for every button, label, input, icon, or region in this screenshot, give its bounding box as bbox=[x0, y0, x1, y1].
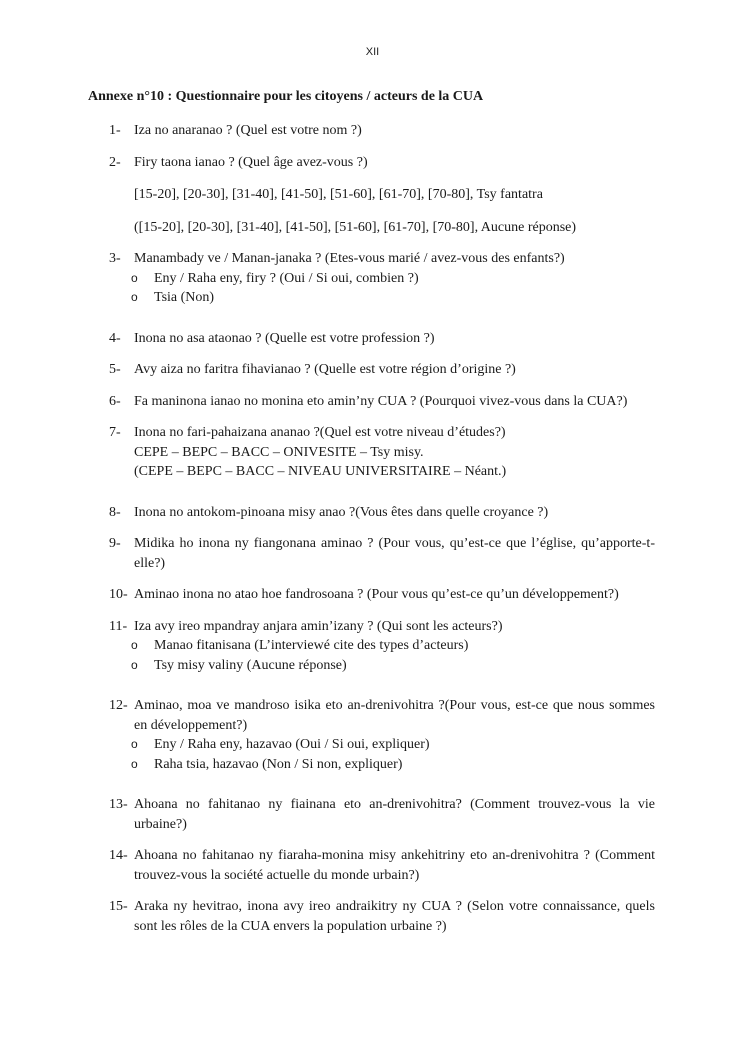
option-text: Tsy misy valiny (Aucune réponse) bbox=[154, 657, 347, 673]
question-4 bbox=[109, 329, 655, 349]
question-text: Avy aiza no faritra fihavianao ? (Quelle est votre région d’origine ?) bbox=[134, 362, 516, 377]
question-number: 5- bbox=[109, 362, 121, 377]
option-text: Manao fitanisana (L’interviewé cite des types d’acteurs) bbox=[154, 638, 469, 653]
question-number: 6- bbox=[109, 393, 121, 409]
question-number: 2- bbox=[109, 154, 121, 170]
question-text: Iza no anaranao ? (Quel est votre nom ?) bbox=[134, 123, 362, 138]
option-item bbox=[109, 656, 655, 676]
option-item bbox=[109, 755, 655, 775]
question-number: 1- bbox=[109, 123, 121, 138]
circle-bullet-icon: o bbox=[131, 657, 138, 672]
option-text: Eny / Raha eny, firy ? (Oui / Si oui, combien ?) bbox=[154, 270, 419, 286]
circle-bullet-icon: o bbox=[131, 756, 138, 771]
question-number: 4- bbox=[109, 330, 121, 346]
question-text: Aminao inona no atao hoe fandrosoana ? (Pour vous qu’est-ce qu’un développement?) bbox=[134, 587, 619, 602]
education-levels-malagasy: CEPE – BEPC – BACC – ONIVESITE – Tsy misy. bbox=[134, 444, 424, 460]
question-text: Inona no fari-pahaizana ananao ?(Quel est votre niveau d’études?) bbox=[134, 425, 506, 440]
options-list bbox=[109, 269, 655, 308]
option-item bbox=[109, 288, 655, 308]
option-item bbox=[109, 735, 655, 755]
question-text: Midika ho inona ny fiangonana aminao ? (Pour vous, qu’est-ce que l’église, qu’apporte-t-elle?) bbox=[134, 536, 655, 571]
circle-bullet-icon: o bbox=[131, 290, 138, 304]
question-9 bbox=[109, 534, 655, 573]
question-text: Fa maninona ianao no monina eto amin’ny CUA ? (Pourquoi vivez-vous dans la CUA?) bbox=[134, 393, 628, 409]
question-text: Iza avy ireo mpandray anjara amin’izany ? (Qui sont les acteurs?) bbox=[134, 618, 503, 634]
circle-bullet-icon: o bbox=[131, 638, 138, 652]
question-number: 7- bbox=[109, 425, 121, 440]
question-number: 8- bbox=[109, 504, 121, 520]
annex-title: Annexe n°10 : Questionnaire pour les citoyens / acteurs de la CUA bbox=[88, 89, 484, 104]
question-number: 12- bbox=[109, 698, 128, 713]
question-text: Araka ny hevitrao, inona avy ireo andraikitry ny CUA ? (Selon votre connaissance, quels sont les rôles de la CUA envers la population urbaine ?) bbox=[134, 899, 655, 934]
question-text: Ahoana no fahitanao ny fiaraha-monina misy ankehitriny eto an-drenivohitra ? (Comment trouvez-vous la société actuelle du monde urbain?) bbox=[134, 848, 655, 883]
options-list bbox=[109, 735, 655, 774]
question-text: Inona no antokom-pinoana misy anao ?(Vous êtes dans quelle croyance ?) bbox=[134, 504, 549, 520]
option-text: Eny / Raha eny, hazavao (Oui / Si oui, expliquer) bbox=[154, 737, 430, 752]
age-ranges-french: ([15-20], [20-30], [31-40], [41-50], [51-60], [61-70], [70-80], Aucune réponse) bbox=[134, 219, 577, 235]
question-11 bbox=[109, 617, 655, 676]
question-text: Inona no asa ataonao ? (Quelle est votre profession ?) bbox=[134, 330, 435, 346]
question-text: Aminao, moa ve mandroso isika eto an-drenivohitra ?(Pour vous, est-ce que nous sommes en développement?) bbox=[134, 698, 655, 733]
question-number: 11- bbox=[109, 618, 128, 634]
question-number: 15- bbox=[109, 899, 128, 914]
option-text: Raha tsia, hazavao (Non / Si non, expliquer) bbox=[154, 756, 403, 772]
circle-bullet-icon: o bbox=[131, 737, 138, 751]
question-13 bbox=[109, 795, 655, 834]
question-number: 14- bbox=[109, 848, 128, 863]
page-number: XII bbox=[365, 46, 380, 58]
question-5 bbox=[109, 360, 655, 380]
question-3 bbox=[109, 249, 655, 308]
question-1 bbox=[109, 121, 655, 141]
question-number: 10- bbox=[109, 587, 128, 602]
question-12 bbox=[109, 696, 655, 774]
question-text: Ahoana no fahitanao ny fiainana eto an-drenivohitra? (Comment trouvez-vous la vie urbaine?) bbox=[134, 797, 655, 832]
question-text: Manambady ve / Manan-janaka ? (Etes-vous marié / avez-vous des enfants?) bbox=[134, 251, 565, 266]
question-text: Firy taona ianao ? (Quel âge avez-vous ?) bbox=[134, 154, 368, 170]
age-ranges-malagasy: [15-20], [20-30], [31-40], [41-50], [51-60], [61-70], [70-80], Tsy fantatra bbox=[134, 187, 543, 202]
education-levels-french: (CEPE – BEPC – BACC – NIVEAU UNIVERSITAIRE – Néant.) bbox=[134, 464, 507, 479]
circle-bullet-icon: o bbox=[131, 270, 138, 285]
question-10 bbox=[109, 585, 655, 605]
questionnaire-list bbox=[109, 121, 655, 936]
question-8 bbox=[109, 503, 655, 523]
option-item bbox=[109, 636, 655, 656]
question-number: 13- bbox=[109, 797, 128, 812]
options-list bbox=[109, 636, 655, 675]
option-text: Tsia (Non) bbox=[154, 290, 215, 305]
question-2 bbox=[109, 153, 655, 238]
question-14 bbox=[109, 846, 655, 885]
question-6 bbox=[109, 392, 655, 412]
question-number: 9- bbox=[109, 536, 121, 551]
option-item bbox=[109, 269, 655, 289]
question-7 bbox=[109, 423, 655, 482]
question-number: 3- bbox=[109, 251, 121, 266]
question-15 bbox=[109, 897, 655, 936]
